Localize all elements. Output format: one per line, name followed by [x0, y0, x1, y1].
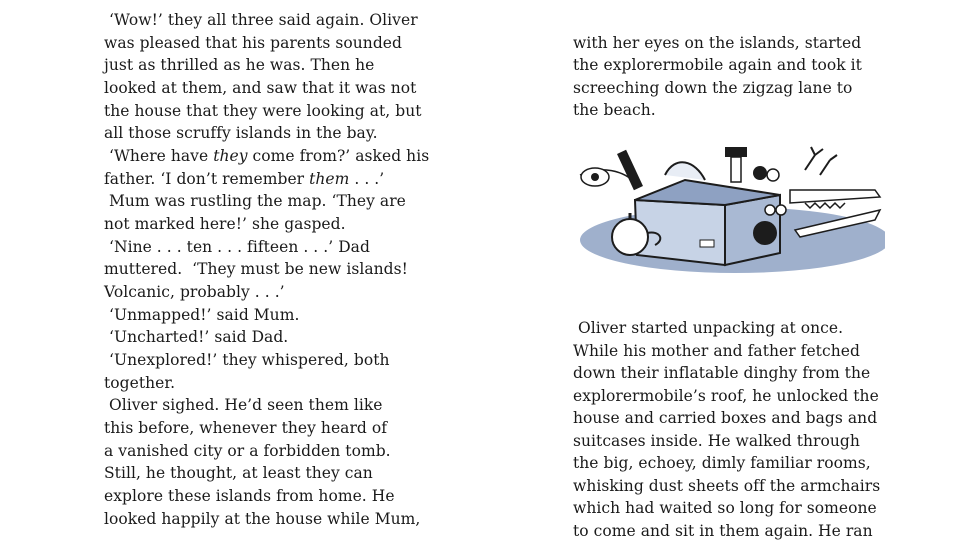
- text-line: suitcases inside. He walked through: [573, 432, 860, 450]
- text-line: the explorermobile again and took it: [573, 56, 862, 74]
- text-line: whisking dust sheets off the armchairs: [573, 477, 881, 495]
- text-line: looked happily at the house while Mum,: [104, 510, 421, 528]
- text-line: which had waited so long for someone: [573, 499, 877, 517]
- text-line: down their inflatable dinghy from the: [573, 364, 871, 382]
- text-line: ‘Wow!’ they all three said again. Oliver: [104, 11, 418, 29]
- text-line: with her eyes on the islands, started: [573, 34, 862, 52]
- jar-icon: [753, 166, 767, 180]
- text-line: to come and sit in them again. He ran: [573, 522, 873, 540]
- text-line: ‘Unexplored!’ they whispered, both: [104, 351, 390, 369]
- text-line: screeching down the zigzag lane to: [573, 79, 853, 97]
- italic-word: them: [309, 170, 350, 188]
- text-line: Oliver sighed. He’d seen them like: [104, 396, 383, 414]
- text-line: together.: [104, 374, 176, 392]
- antlers-icon: [805, 147, 837, 175]
- bottle-icon: [617, 150, 643, 190]
- text-line: not marked here!’ she gasped.: [104, 215, 346, 233]
- italic-word: they: [213, 147, 248, 165]
- hat-icon: [665, 162, 705, 180]
- box-of-belongings-illustration: [575, 135, 885, 280]
- text-line: ‘Where have they come from?’ asked his: [104, 147, 430, 165]
- text-line: ‘Uncharted!’ said Dad.: [104, 328, 289, 346]
- text-line: this before, whenever they heard of: [104, 419, 388, 437]
- text-line: just as thrilled as he was. Then he: [104, 56, 375, 74]
- text-line: muttered. ‘They must be new islands!: [104, 260, 408, 278]
- teapot-icon: [612, 219, 648, 255]
- goggles-icon: [765, 205, 775, 215]
- text-line: explore these islands from home. He: [104, 487, 395, 505]
- lamp-icon: [725, 147, 747, 157]
- text-line: the house that they were looking at, but: [104, 102, 422, 120]
- text-line: the big, echoey, dimly familiar rooms,: [573, 454, 871, 472]
- crocodile-skull-icon: [790, 190, 880, 203]
- text-line: ‘Nine . . . ten . . . fifteen . . .’ Dad: [104, 238, 370, 256]
- box-label: [700, 240, 714, 247]
- text-line: house and carried boxes and bags and: [573, 409, 878, 427]
- text-line: Oliver started unpacking at once.: [573, 319, 844, 337]
- text-line: a vanished city or a forbidden tomb.: [104, 442, 391, 460]
- text-line: Volcanic, probably . . .’: [104, 283, 285, 301]
- text-line: Mum was rustling the map. ‘They are: [104, 192, 406, 210]
- text-line: father. ‘I don’t remember them . . .’: [104, 170, 385, 188]
- sea-urchin-icon: [753, 221, 777, 245]
- text-line: all those scruffy islands in the bay.: [104, 124, 378, 142]
- text-line: looked at them, and saw that it was not: [104, 79, 417, 97]
- text-line: Still, he thought, at least they can: [104, 464, 373, 482]
- text-line: While his mother and father fetched: [573, 342, 860, 360]
- text-line: was pleased that his parents sounded: [104, 34, 402, 52]
- text-line: ‘Unmapped!’ said Mum.: [104, 306, 300, 324]
- text-line: the beach.: [573, 101, 656, 119]
- text-line: explorermobile’s roof, he unlocked the: [573, 387, 879, 405]
